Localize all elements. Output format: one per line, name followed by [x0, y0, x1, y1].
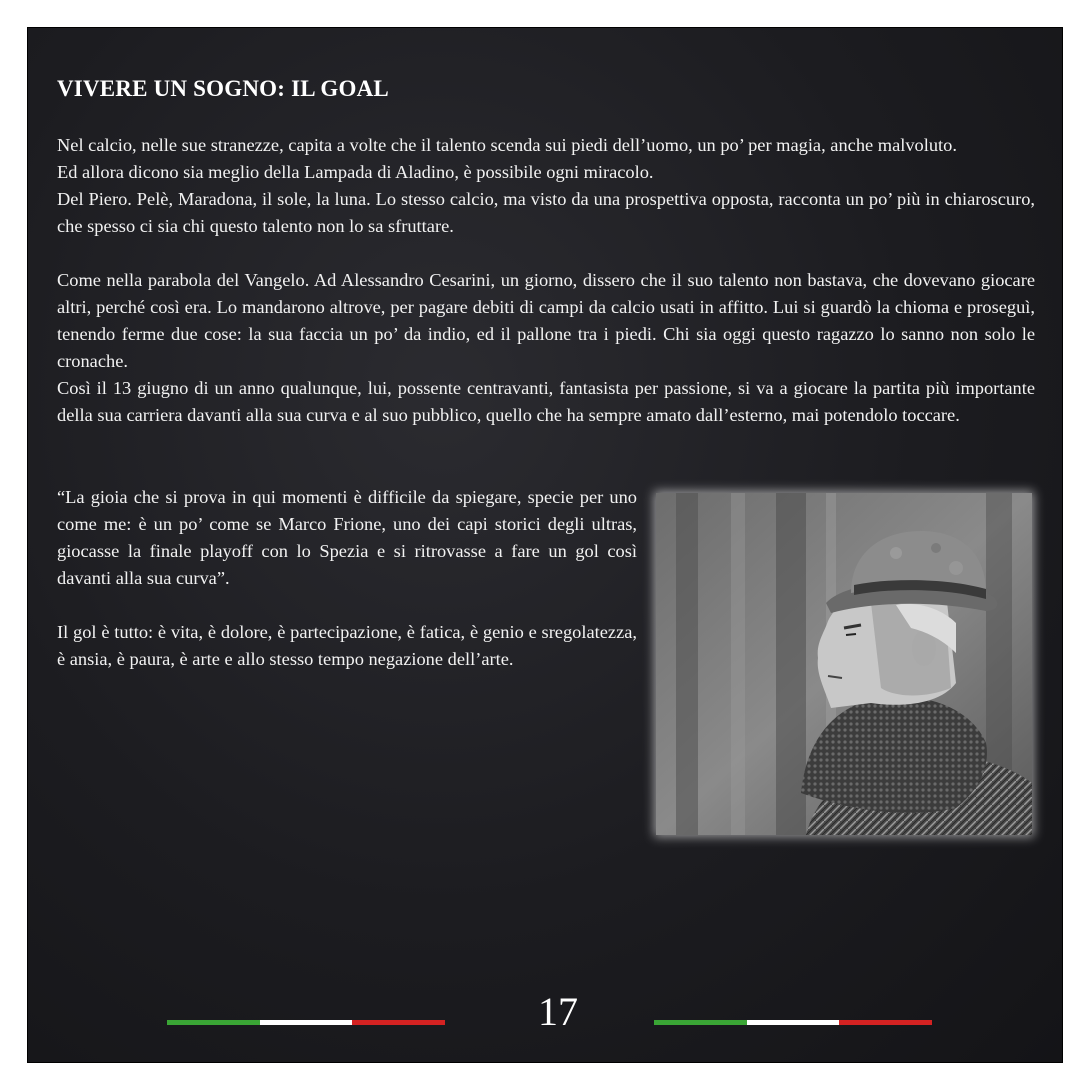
paragraph-spacer — [57, 592, 637, 619]
quote-paragraph: “La gioia che si prova in qui momenti è difficile da spiegare, specie per uno come me: è un po’ come se Marco Frione, uno dei capi storici degli ultras, giocasse la finale playoff con lo Spezia e si ritrovasse a fare un gol così davanti alla sua curva”. — [57, 487, 637, 588]
article-body-beside-photo — [57, 484, 637, 673]
paragraph-spacer — [57, 240, 1035, 267]
paragraph-4: Come nella parabola del Vangelo. Ad Alessandro Cesarini, un giorno, dissero che il suo talento non bastava, che dovevano giocare altri, perché così era. Lo mandarono altrove, per pagare debiti di campi da calcio usati in affitto. Lui si guardò la chioma e proseguì, tenendo ferme due cose: la sua faccia un po’ da indio, ed il pallone tra i piedi. Chi sia oggi questo ragazzo lo sanno non solo le cronache. — [57, 270, 1035, 371]
italian-flag-divider-left — [167, 1020, 445, 1025]
portrait-photo — [656, 493, 1032, 835]
paragraph-1: Nel calcio, nelle sue stranezze, capita a volte che il talento scenda sui piedi dell’uomo, un po’ per magia, anche malvoluto. — [57, 135, 957, 155]
flag-white-stripe — [747, 1020, 840, 1025]
paragraph-2: Ed allora dicono sia meglio della Lampada di Aladino, è possibile ogni miracolo. — [57, 162, 654, 182]
flag-green-stripe — [167, 1020, 260, 1025]
closing-paragraph: Il gol è tutto: è vita, è dolore, è partecipazione, è fatica, è genio e sregolatezza, è ansia, è paura, è arte e allo stesso tempo negazione dell’arte. — [57, 622, 637, 669]
document-page — [27, 27, 1063, 1063]
page-number: 17 — [538, 989, 578, 1034]
paragraph-3: Del Piero. Pelè, Maradona, il sole, la luna. Lo stesso calcio, ma visto da una prospettiva opposta, racconta un po’ più in chiaroscuro, che spesso ci sia chi questo talento non lo sa sfruttare. — [57, 189, 1035, 236]
portrait-illustration — [656, 493, 1032, 835]
italian-flag-divider-right — [654, 1020, 932, 1025]
flag-white-stripe — [260, 1020, 353, 1025]
article-body-full-width — [57, 132, 1035, 429]
flag-red-stripe — [352, 1020, 445, 1025]
paragraph-5: Così il 13 giugno di un anno qualunque, lui, possente centravanti, fantasista per passione, si va a giocare la partita più importante della sua carriera davanti alla sua curva e al suo pubblico, quello che ha sempre amato dall’esterno, mai potendolo toccare. — [57, 378, 1035, 425]
flag-red-stripe — [839, 1020, 932, 1025]
flag-green-stripe — [654, 1020, 747, 1025]
article-title: VIVERE UN SOGNO: IL GOAL — [57, 76, 389, 101]
